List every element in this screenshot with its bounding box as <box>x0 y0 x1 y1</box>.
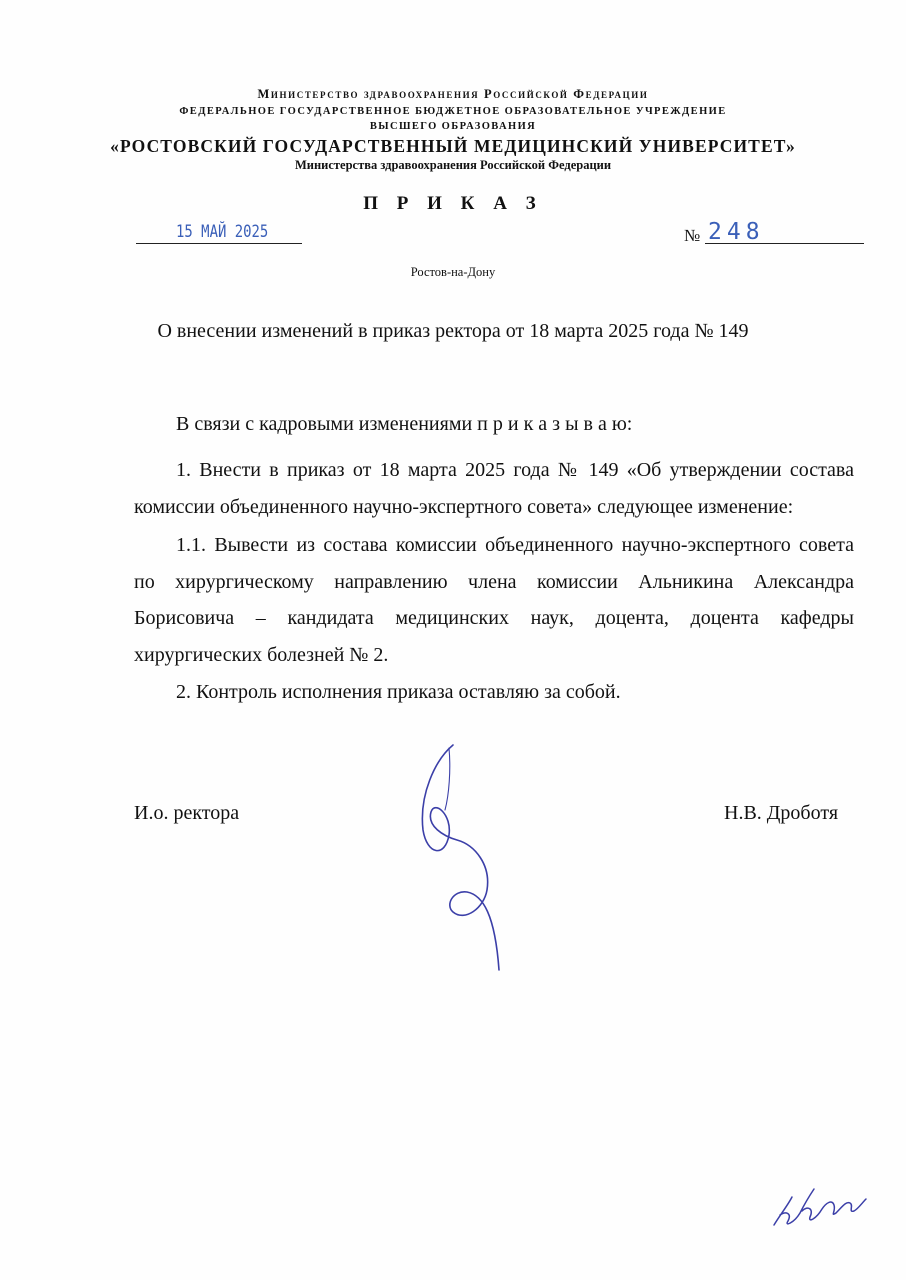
number-sign: № <box>684 226 701 245</box>
item-1-1-paragraph: 1.1. Вывести из состава комиссии объединенного научно-экспертного совета по хирургическому направлению члена комиссии Альникина Александра Борисовича – кандидата медицинских наук, доцента, доцента кафедры хирургических болезней № 2. <box>134 534 854 666</box>
date-stamp: 15 МАЙ 2025 <box>176 222 269 242</box>
intro-paragraph: В связи с кадровыми изменениями п р и к а з ы в а ю: <box>176 413 633 435</box>
city: Ростов-на-Дону <box>410 265 496 279</box>
order-title: П Р И К А З <box>363 193 543 214</box>
date-underline <box>136 243 302 244</box>
higher-education-header: ВЫСШЕГО ОБРАЗОВАНИЯ <box>369 121 537 132</box>
handwritten-signature <box>405 740 515 980</box>
item-1-paragraph: 1. Внести в приказ от 18 марта 2025 года № 149 «Об утверждении состава комиссии объединенного научно-экспертного совета» следующее изменение: <box>134 459 854 518</box>
university-name: «РОСТОВСКИЙ ГОСУДАРСТВЕННЫЙ МЕДИЦИНСКИЙ УНИВЕРСИТЕТ» <box>110 136 796 156</box>
signatory-role: И.о. ректора <box>134 802 240 824</box>
signatory-name: Н.В. Дроботя <box>724 802 839 824</box>
federal-institution-header: ФЕДЕРАЛЬНОЕ ГОСУДАРСТВЕННОЕ БЮДЖЕТНОЕ ОБРАЗОВАТЕЛЬНОЕ УЧРЕЖДЕНИЕ <box>179 106 727 117</box>
ministry-header: Министерство здравоохранения Российской Федерации <box>257 87 649 101</box>
handwritten-initials <box>770 1175 870 1235</box>
order-number-stamp: 248 <box>708 219 765 245</box>
order-subject: О внесении изменений в приказ ректора от 18 марта 2025 года № 149 <box>157 320 749 342</box>
subordination-line: Министерства здравоохранения Российской Федерации <box>294 158 612 172</box>
item-2-paragraph: 2. Контроль исполнения приказа оставляю за собой. <box>176 681 621 703</box>
